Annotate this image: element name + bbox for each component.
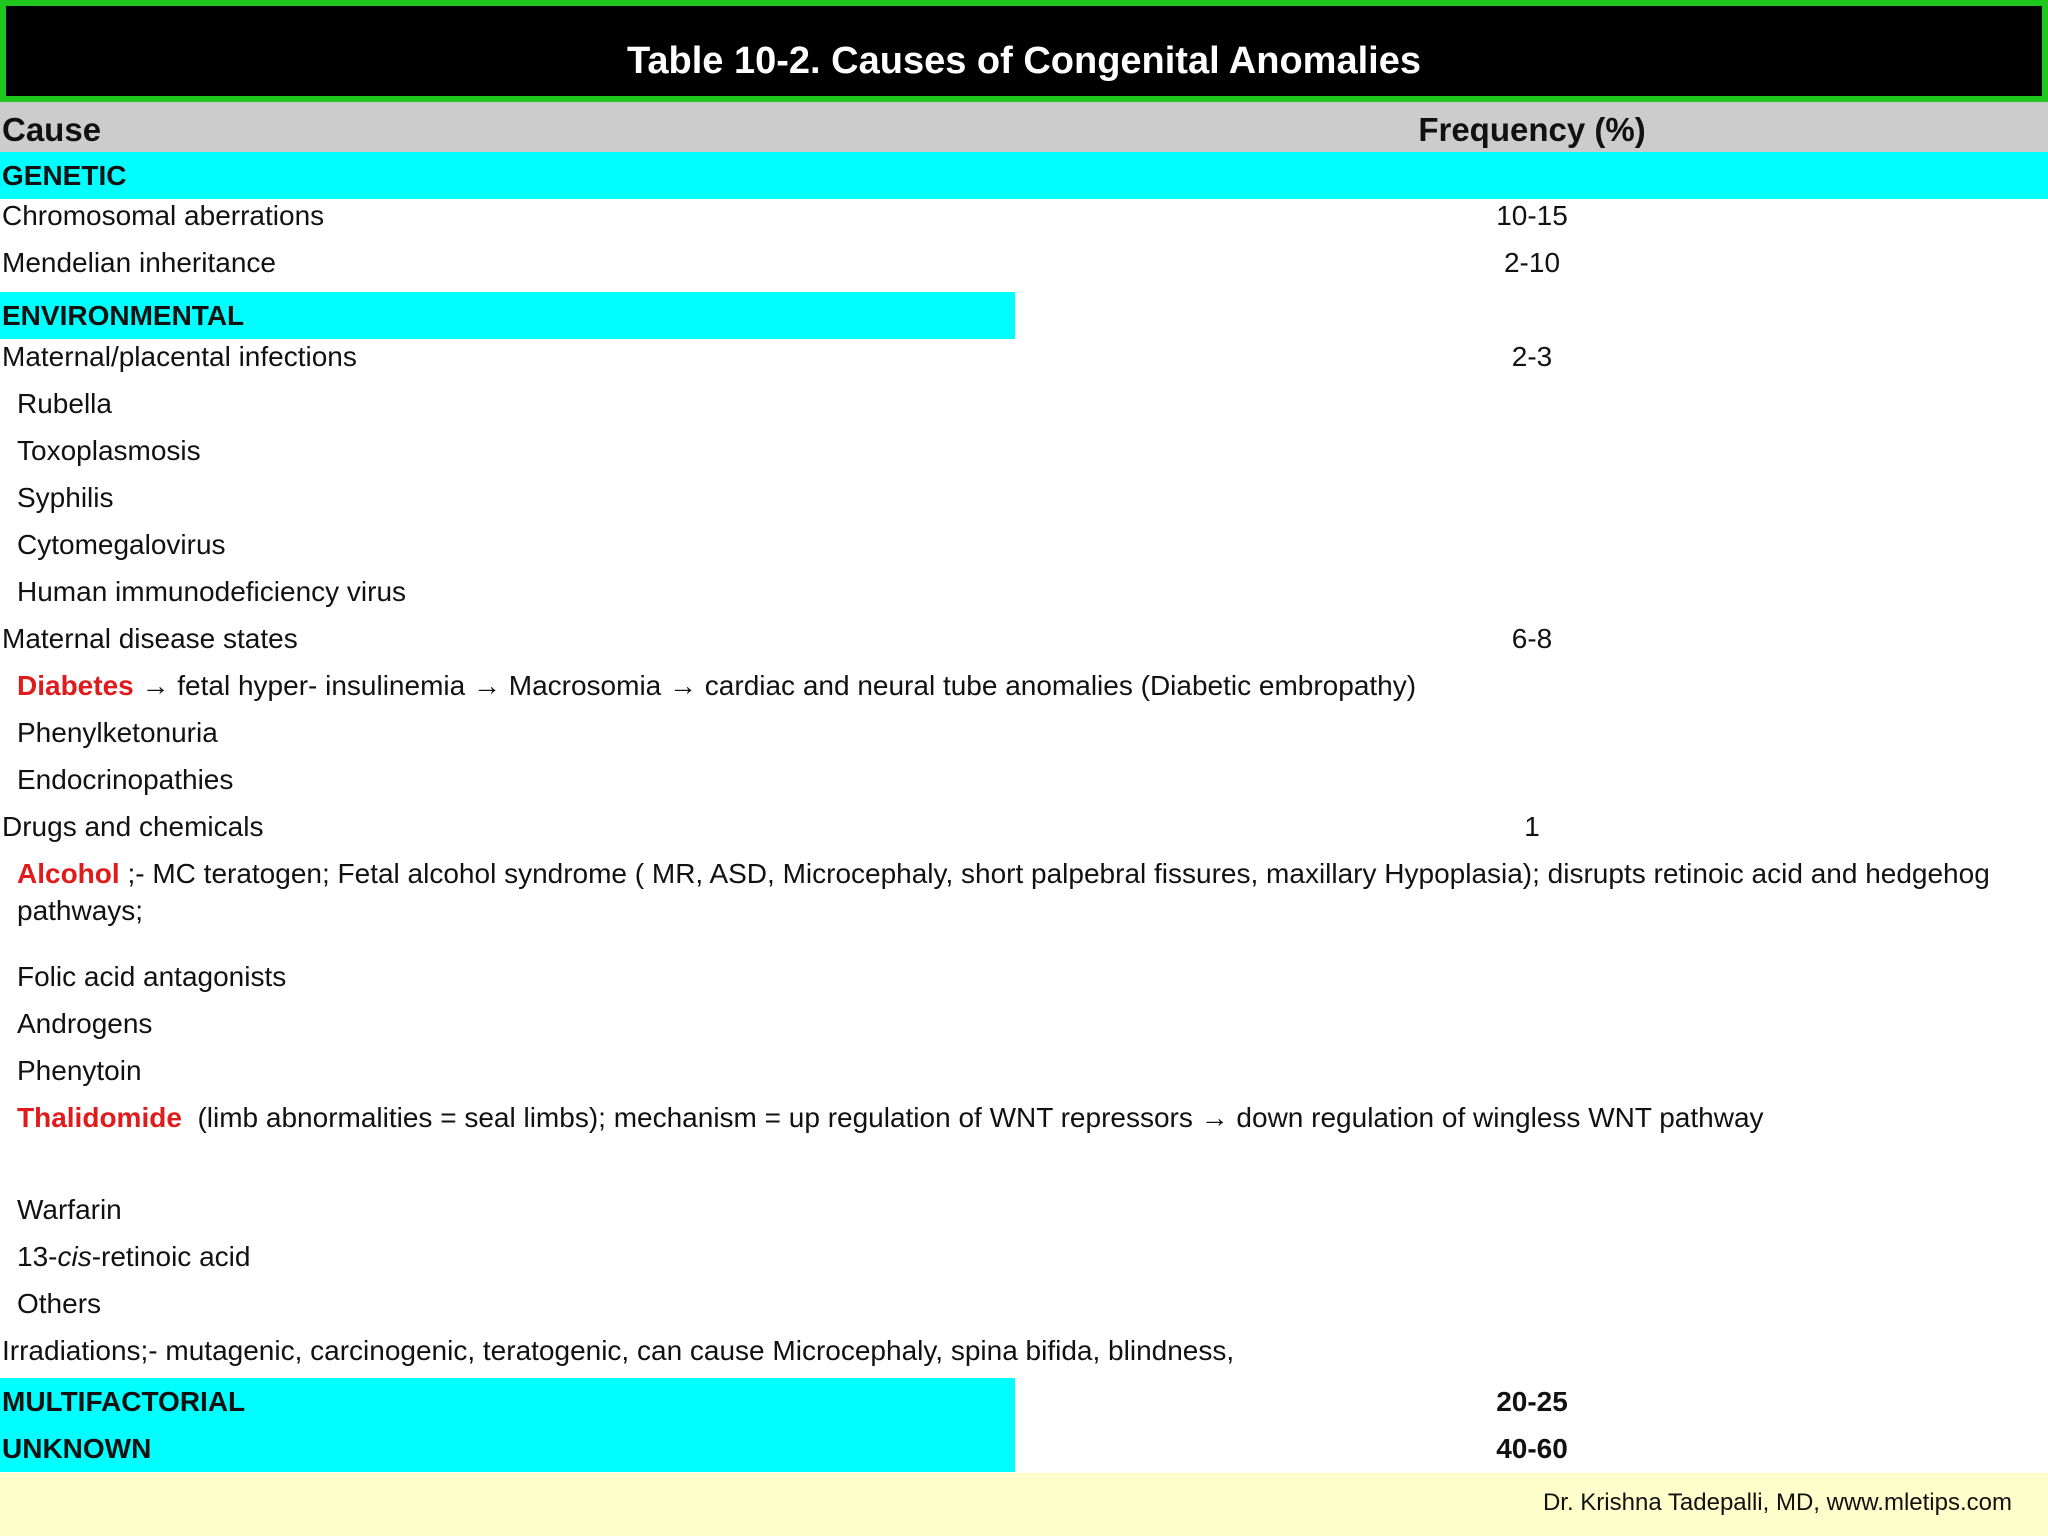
table-row (0, 239, 2048, 286)
cause-cell (17, 1000, 152, 1047)
cause-cell (2, 1425, 151, 1472)
cause-text: MULTIFACTORIAL (2, 1386, 246, 1417)
cause-cell (2, 615, 298, 662)
cause-text: Folic acid antagonists (17, 961, 287, 992)
table-row (0, 1094, 2048, 1141)
cause-text: Toxoplasmosis (17, 435, 201, 466)
frequency-cell: 1 (1524, 811, 1540, 842)
category-band (0, 1425, 1015, 1472)
table-row (0, 568, 2048, 615)
cause-text: Others (17, 1288, 102, 1319)
table-row (0, 192, 2048, 239)
frequency-cell: 6-8 (1511, 623, 1553, 654)
cause-cell (17, 380, 112, 427)
cause-cell (17, 756, 233, 803)
cause-text: ENVIRONMENTAL (2, 300, 245, 331)
column-header-frequency: Frequency (%) (1418, 111, 1646, 148)
column-header-cause: Cause (2, 111, 102, 148)
cause-text: ;- MC teratogen; Fetal alcohol syndrome ( MR, ASD, Microcephaly, short palpebral fissures, maxillary Hypoplasia); disrupts retinoic acid and hedgehog pathways; (17, 858, 1998, 926)
cause-text: Endocrinopathies (17, 764, 234, 795)
table-row (0, 662, 2048, 709)
table-row (0, 1000, 2048, 1047)
table-row (0, 615, 2048, 662)
cause-text: Drugs and chemicals (2, 811, 264, 842)
cause-text: (limb abnormalities = seal limbs); mechanism = up regulation of WNT repressors → down regulation of wingless WNT pathway (181, 1102, 1764, 1133)
cause-text: Chromosomal aberrations (2, 200, 325, 231)
category-row (0, 1378, 2048, 1425)
table-row (0, 1233, 2048, 1280)
cause-cell (17, 1280, 101, 1327)
cause-cell (17, 953, 286, 1000)
cause-text: Rubella (17, 388, 112, 419)
frequency-cell: 20-25 (1496, 1386, 1568, 1417)
table-row (0, 380, 2048, 427)
cause-text: Androgens (17, 1008, 153, 1039)
cause-cell (17, 474, 113, 521)
category-row (0, 292, 2048, 339)
cause-text: Irradiations;- mutagenic, carcinogenic, teratogenic, can cause Microcephaly, spina bifida, blindness, (2, 1335, 1235, 1366)
table-row (0, 709, 2048, 756)
footer-credit: Dr. Krishna Tadepalli, MD, www.mletips.com (1542, 1489, 2012, 1516)
frequency-cell: 40-60 (1496, 1433, 1568, 1464)
italic-term: cis (57, 1241, 92, 1272)
table-row (0, 521, 2048, 568)
cause-text: Mendelian inheritance (2, 247, 276, 278)
frequency-cell: 10-15 (1496, 200, 1568, 231)
cause-text: GENETIC (2, 160, 127, 191)
table-row (0, 1280, 2048, 1327)
table-row (0, 333, 2048, 380)
cause-cell (2, 192, 324, 239)
cause-cell (2, 803, 263, 850)
page-title: Table 10-2. Causes of Congenital Anomalies (627, 39, 1421, 82)
cause-cell (17, 855, 2047, 929)
category-row (0, 1425, 2048, 1472)
cause-text: Cytomegalovirus (17, 529, 226, 560)
cause-text: Phenytoin (17, 1055, 142, 1086)
cause-cell (2, 333, 357, 380)
cause-cell (2, 1327, 1234, 1374)
table-row (0, 474, 2048, 521)
frequency-cell: 2-10 (1503, 247, 1561, 278)
cause-cell (17, 662, 1416, 709)
cause-cell (17, 521, 226, 568)
cause-text: → fetal hyper- insulinemia → Macrosomia → cardiac and neural tube anomalies (Diabetic embropathy) (133, 670, 1417, 701)
cause-cell (17, 1094, 1764, 1141)
frequency-cell: 2-3 (1511, 341, 1553, 372)
table-row (0, 850, 2048, 938)
table-row (0, 756, 2048, 803)
cause-text: -retinoic acid (91, 1241, 251, 1272)
cause-cell (17, 1186, 122, 1233)
cause-text: UNKNOWN (2, 1433, 152, 1464)
cause-cell (17, 568, 406, 615)
table-row (0, 1327, 2048, 1374)
cause-text: Human immunodeficiency virus (17, 576, 407, 607)
table-row (0, 427, 2048, 474)
footer (0, 1473, 2048, 1536)
cause-cell (17, 709, 218, 756)
cause-cell (17, 1047, 142, 1094)
cause-cell (17, 427, 201, 474)
cause-text: Phenylketonuria (17, 717, 218, 748)
cause-cell (2, 239, 276, 286)
cause-cell (2, 292, 244, 339)
highlight-term: Diabetes (17, 670, 134, 701)
cause-cell (2, 1378, 245, 1425)
cause-text: Maternal disease states (2, 623, 298, 654)
cause-text: Maternal/placental infections (2, 341, 357, 372)
table-row (0, 803, 2048, 850)
highlight-term: Thalidomide (17, 1102, 182, 1133)
table-row (0, 953, 2048, 1000)
cause-cell: 13-cis-retinoic acid (17, 1241, 251, 1272)
highlight-term: Alcohol (17, 858, 120, 889)
table-row (0, 1186, 2048, 1233)
table-row (0, 1047, 2048, 1094)
cause-text: Warfarin (17, 1194, 122, 1225)
cause-text: Syphilis (17, 482, 114, 513)
